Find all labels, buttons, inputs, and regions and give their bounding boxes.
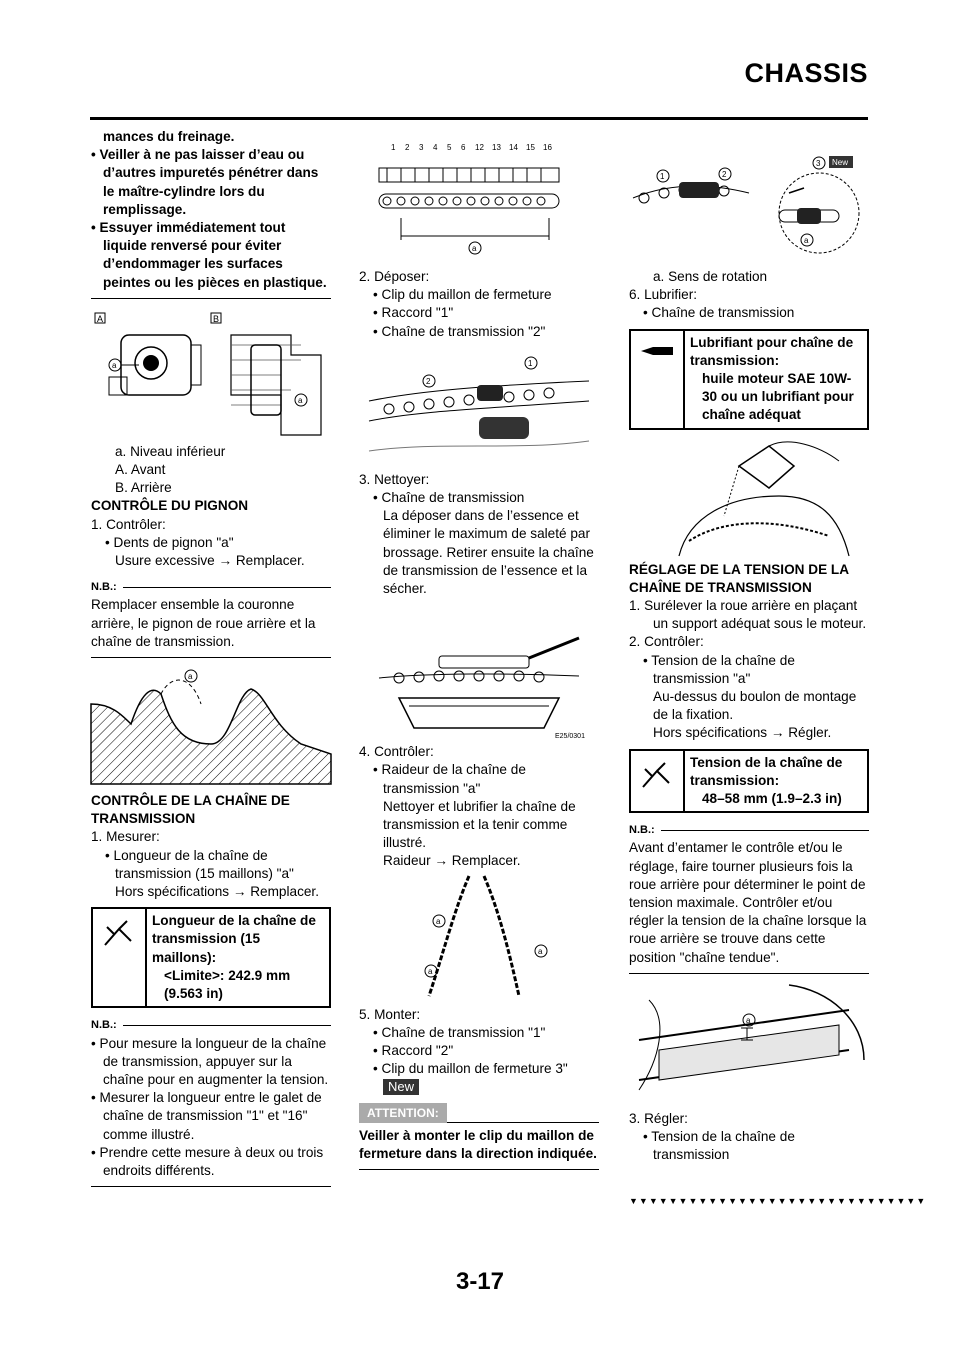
svg-text:12: 12 <box>475 143 484 152</box>
new-badge: New <box>383 1079 419 1095</box>
spec-box <box>91 907 331 1008</box>
spec-title: Longueur de la chaîne de transmission (15 maillons): <box>152 913 316 965</box>
figure-chain-removal <box>359 341 599 471</box>
figure-chain-cleaning <box>359 598 599 743</box>
step: 4. Contrôler: <box>359 744 434 760</box>
nb-bullet: • Mesurer la longueur entre le galet de chaîne de transmission "1" et "16" comme illustré. <box>91 1090 322 1142</box>
page-title: CHASSIS <box>744 58 868 88</box>
result: Raideur → Remplacer. <box>383 853 521 869</box>
legend-item: A. Avant <box>115 462 166 478</box>
divider <box>91 657 331 658</box>
spec-value: <Limite>: 242.9 mm (9.563 in) <box>164 967 291 1002</box>
svg-text:6: 6 <box>461 143 466 152</box>
step: 6. Lubrifier: <box>629 287 698 303</box>
fig-label-a: a <box>188 672 193 682</box>
nb-text: Remplacer ensemble la couronne arrière, le pignon de roue arrière et la chaîne de transmission. <box>91 597 316 649</box>
bullet: • Chaîne de transmission <box>373 490 525 506</box>
bullet: • Tension de la chaîne de transmission "a" <box>643 652 795 686</box>
bullet: • Chaîne de transmission <box>643 305 795 321</box>
header-rule <box>90 117 868 120</box>
svg-text:15: 15 <box>526 143 535 152</box>
legend-item: a. Sens de rotation <box>653 269 768 284</box>
svg-text:E25/0301: E25/0301 <box>555 733 585 741</box>
section-heading: CONTRÔLE DU PIGNON <box>91 498 249 514</box>
step: 2. Déposer: <box>359 269 430 284</box>
step: 5. Monter: <box>359 1006 421 1022</box>
caution-line: mances du freinage. <box>103 129 235 144</box>
svg-text:2: 2 <box>722 170 727 179</box>
svg-text:1: 1 <box>528 358 533 368</box>
figure-clip-direction <box>629 128 869 268</box>
spec-value: 48–58 mm (1.9–2.3 in) <box>702 791 842 807</box>
divider <box>91 298 331 299</box>
column-middle <box>359 128 599 1176</box>
page-number: 3-17 <box>455 1268 505 1295</box>
svg-text:5: 5 <box>447 143 452 152</box>
figure-chain-lubrication <box>629 436 869 561</box>
svg-text:1: 1 <box>660 172 665 181</box>
svg-text:a: a <box>472 244 477 253</box>
step: 1. Surélever la roue arrière en plaçant un support adéquat sous le moteur. <box>629 598 867 632</box>
svg-text:a: a <box>538 946 543 956</box>
svg-text:16: 16 <box>543 143 552 152</box>
divider <box>629 973 869 974</box>
bullet: • Clip du maillon de fermeture <box>373 287 552 303</box>
attention-text: Veiller à monter le clip du maillon de fermeture dans la direction indiquée. <box>359 1127 597 1162</box>
legend-item: B. Arrière <box>115 480 172 496</box>
spec-title: Tension de la chaîne de transmission: <box>690 754 843 788</box>
instruction: Nettoyer et lubrifier la chaîne de transmission et la tenir comme illustré. <box>383 798 576 851</box>
svg-text:3: 3 <box>816 159 821 168</box>
new-badge: New <box>832 158 849 167</box>
nb-bullet: • Pour mesure la longueur de la chaîne de transmission, appuyer sur la chaîne pour en augmenter la tension. <box>91 1035 329 1087</box>
svg-text:1: 1 <box>391 143 396 152</box>
svg-text:13: 13 <box>492 143 501 152</box>
measure-icon <box>631 751 685 812</box>
measure-icon <box>93 909 147 1006</box>
bullet: • Chaîne de transmission "1" <box>373 1024 546 1040</box>
step: 1. Contrôler: <box>91 516 166 532</box>
divider <box>359 1169 599 1170</box>
figure-brake-reservoir <box>91 305 331 443</box>
bullet: • Raccord "1" <box>373 305 454 321</box>
result: Usure excessive → Remplacer. <box>115 553 305 569</box>
result: Hors spécifications → Régler. <box>653 725 832 741</box>
figure-chain-tension <box>629 980 869 1110</box>
instruction: La déposer dans de l’essence et éliminer le maximum de saleté par brossage. Retirer ensuite la chaîne de transmission de l’essence et la sécher. <box>383 508 594 597</box>
nb-bullet: • Prendre cette mesure à deux ou trois endroits différents. <box>91 1144 324 1178</box>
legend-item: a. Niveau inférieur <box>115 443 226 459</box>
column-right <box>629 128 869 1165</box>
svg-text:a: a <box>804 236 809 245</box>
spec-box <box>629 329 869 430</box>
figure-chain-length <box>359 128 599 268</box>
attention-label: ATTENTION: <box>359 1103 447 1123</box>
step: 3. Nettoyer: <box>359 471 430 487</box>
spec-value: huile moteur SAE 10W-30 ou un lubrifiant pour chaîne adéquat <box>702 371 854 423</box>
step: 1. Mesurer: <box>91 829 160 845</box>
result: Hors spécifications → Remplacer. <box>115 884 319 900</box>
fig-label-A: A <box>97 313 104 324</box>
nb-text: Avant d’entamer le contrôle et/ou le réglage, faire tourner plusieurs fois la roue arrière pour déterminer le point de tension maximale. Contrôler et/ou régler la tension de la chaîne lorsque la roue arrière se trouve dans cette position "chaîne tendue". <box>629 840 867 965</box>
fig-label-B: B <box>213 313 220 324</box>
bullet: • Raccord "2" <box>373 1043 454 1059</box>
caution-line: • Veiller à ne pas laisser d’eau ou d’autres impuretés pénétrer dans le maître-cylindre lors du remplissage. <box>91 147 319 217</box>
figure-sprocket-teeth <box>91 664 331 792</box>
divider <box>91 1186 331 1187</box>
step: 2. Contrôler: <box>629 634 704 650</box>
figure-chain-stiffness <box>359 871 599 1006</box>
step: 3. Régler: <box>629 1110 688 1126</box>
column-left <box>91 128 331 1193</box>
svg-text:14: 14 <box>509 143 518 152</box>
bullet: • Chaîne de transmission "2" <box>373 323 546 339</box>
caution-line: • Essuyer immédiatement tout liquide renversé pour éviter d’endommager les surfaces peintes ou les pièces en plastique. <box>91 220 327 290</box>
bullet: • Dents de pignon "a" <box>105 534 234 550</box>
svg-text:a: a <box>298 395 303 405</box>
bullet: • Longueur de la chaîne de transmission (15 maillons) "a" <box>105 847 294 881</box>
svg-text:a: a <box>428 966 433 976</box>
nb-label: N.B.: <box>91 1016 331 1034</box>
svg-text:2: 2 <box>426 376 431 386</box>
continuation-triangles: ▼▼▼▼▼▼▼▼▼▼▼▼▼▼▼▼▼▼▼▼▼▼▼▼▼▼▼▼▼▼ <box>629 1196 927 1206</box>
bullet: • Tension de la chaîne de transmission <box>643 1129 795 1163</box>
fig-label-a: a <box>112 360 117 370</box>
nb-label: N.B.: <box>629 821 869 839</box>
svg-text:a: a <box>436 916 441 926</box>
lubricant-icon <box>631 331 685 428</box>
svg-text:2: 2 <box>405 143 410 152</box>
spec-box <box>629 749 869 814</box>
spec-title: Lubrifiant pour chaîne de transmission: <box>690 334 854 368</box>
svg-text:3: 3 <box>419 143 424 152</box>
bullet: • Clip du maillon de fermeture 3" <box>373 1061 568 1077</box>
svg-text:4: 4 <box>433 143 438 152</box>
section-heading: CONTRÔLE DE LA CHAÎNE DE TRANSMISSION <box>91 793 290 827</box>
nb-label: N.B.: <box>91 578 331 596</box>
svg-text:a: a <box>746 1015 751 1025</box>
section-heading: RÉGLAGE DE LA TENSION DE LA CHAÎNE DE TRANSMISSION <box>629 561 849 595</box>
instruction: Au-dessus du boulon de montage de la fixation. <box>653 689 857 723</box>
bullet: • Raideur de la chaîne de transmission "a" <box>373 762 526 796</box>
